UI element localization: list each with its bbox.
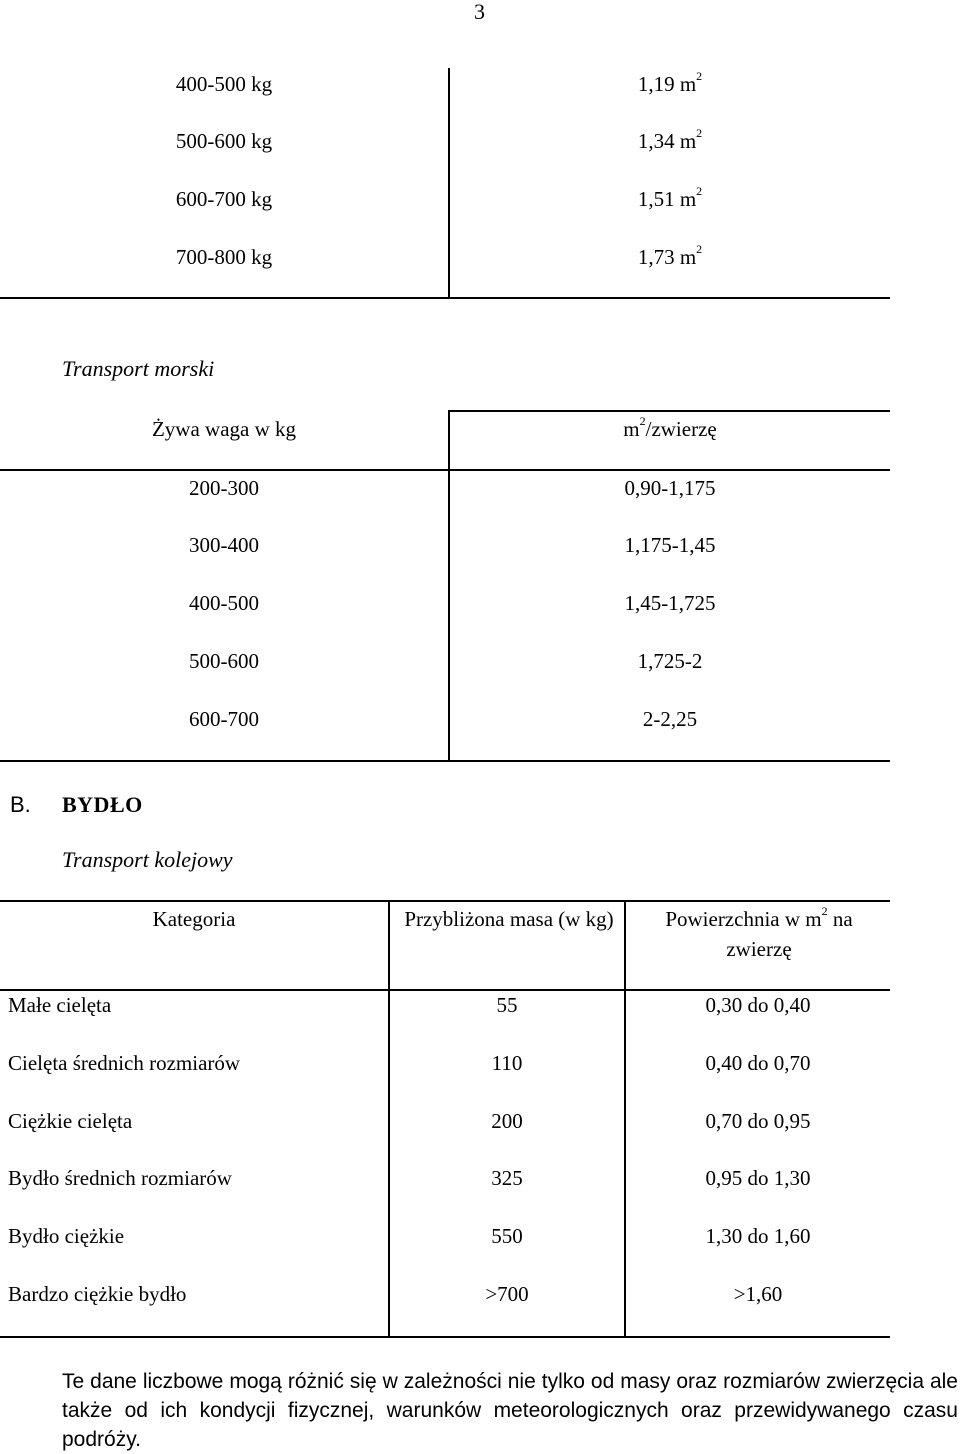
rail-transport-caption: Transport kolejowy [62,847,233,872]
area-cell: 1,45-1,725 [624,591,716,615]
header-top-rule [448,410,890,412]
header-live-weight: Żywa waga w kg [151,417,297,441]
table-row [0,704,890,734]
weight-cell: 400-500 [189,591,259,615]
table-row [0,1279,890,1309]
category-cell: Małe cielęta [8,993,112,1017]
sea-transport-caption: Transport morski [62,356,215,381]
section-letter: B. [10,792,31,817]
table-bottom-rule [0,297,890,299]
table-row [0,1048,890,1078]
weight-cell: 600-700 kg [175,187,273,211]
area-cell: 0,70 do 0,95 [705,1109,811,1133]
header-approx-mass: Przybliżona masa (w kg) [404,907,614,931]
weight-cell: 700-800 kg [175,245,273,269]
table-row [0,990,890,1020]
area-cell: 0,40 do 0,70 [705,1051,811,1075]
table-header-row [0,414,890,444]
header-area-per-animal: $m^2$/zwierzę [623,414,717,441]
table-row [0,1221,890,1251]
category-cell: Ciężkie cielęta [8,1109,133,1133]
page-number: 3 [474,0,485,24]
category-cell: Bydło ciężkie [8,1224,125,1248]
mass-cell: 55 [496,993,518,1017]
area-cell: 1,34 $m^2$ [637,126,703,153]
area-cell: 1,30 do 1,60 [705,1224,811,1248]
header-area-per-animal: Powierzchnia w $m^2$ na zwierzę [665,904,853,961]
table-row [0,1106,890,1136]
sea-transport-table [0,410,890,762]
table-row [0,242,890,272]
category-cell: Bardzo ciężkie bydło [8,1282,187,1306]
area-cell: 1,73 $m^2$ [637,242,703,269]
weight-cell: 500-600 [189,649,259,673]
area-cell: 1,725-2 [637,649,703,673]
table-bottom-rule [0,760,890,762]
table-row [0,588,890,618]
table-row [0,1163,890,1193]
rail-transport-table [0,900,890,1338]
table-row [0,473,890,503]
weight-cell: 200-300 [189,476,259,500]
table-row [0,126,890,156]
category-cell: Cielęta średnich rozmiarów [8,1051,241,1075]
weight-area-table-continued [0,68,890,299]
weight-cell: 600-700 [189,707,259,731]
weight-cell: 300-400 [189,533,259,557]
table-row [0,646,890,676]
section-title: BYDŁO [62,792,143,817]
area-cell: >1,60 [733,1282,783,1306]
area-cell: 1,19 $m^2$ [637,69,703,96]
table-bottom-rule [0,1336,890,1338]
weight-cell: 500-600 kg [175,129,273,153]
area-cell: 1,175-1,45 [624,533,716,557]
area-cell: 0,30 do 0,40 [705,993,811,1017]
mass-cell: 550 [491,1224,523,1248]
header-top-rule [0,900,890,902]
weight-cell: 400-500 kg [175,72,273,96]
mass-cell: 110 [491,1051,523,1075]
area-cell: 1,51 $m^2$ [637,184,703,211]
area-cell: 0,95 do 1,30 [705,1166,811,1190]
header-category: Kategoria [152,907,236,931]
mass-cell: 200 [491,1109,523,1133]
mass-cell: 325 [491,1166,523,1190]
area-cell: 2-2,25 [642,707,698,731]
mass-cell: >700 [485,1282,529,1306]
table-row [0,530,890,560]
table-row [0,69,890,99]
header-bottom-rule [0,469,890,471]
variability-note: Te dane liczbowe mogą różnić się w zależności nie tylko od masy oraz rozmiarów zwierzęcia ale także od ich kondycji fizycznej, warunków meteorologicznych oraz przewidywanego czasu podróży. [62,1370,958,1451]
table-row [0,184,890,214]
area-cell: 0,90-1,175 [624,476,716,500]
category-cell: Bydło średnich rozmiarów [8,1166,232,1190]
